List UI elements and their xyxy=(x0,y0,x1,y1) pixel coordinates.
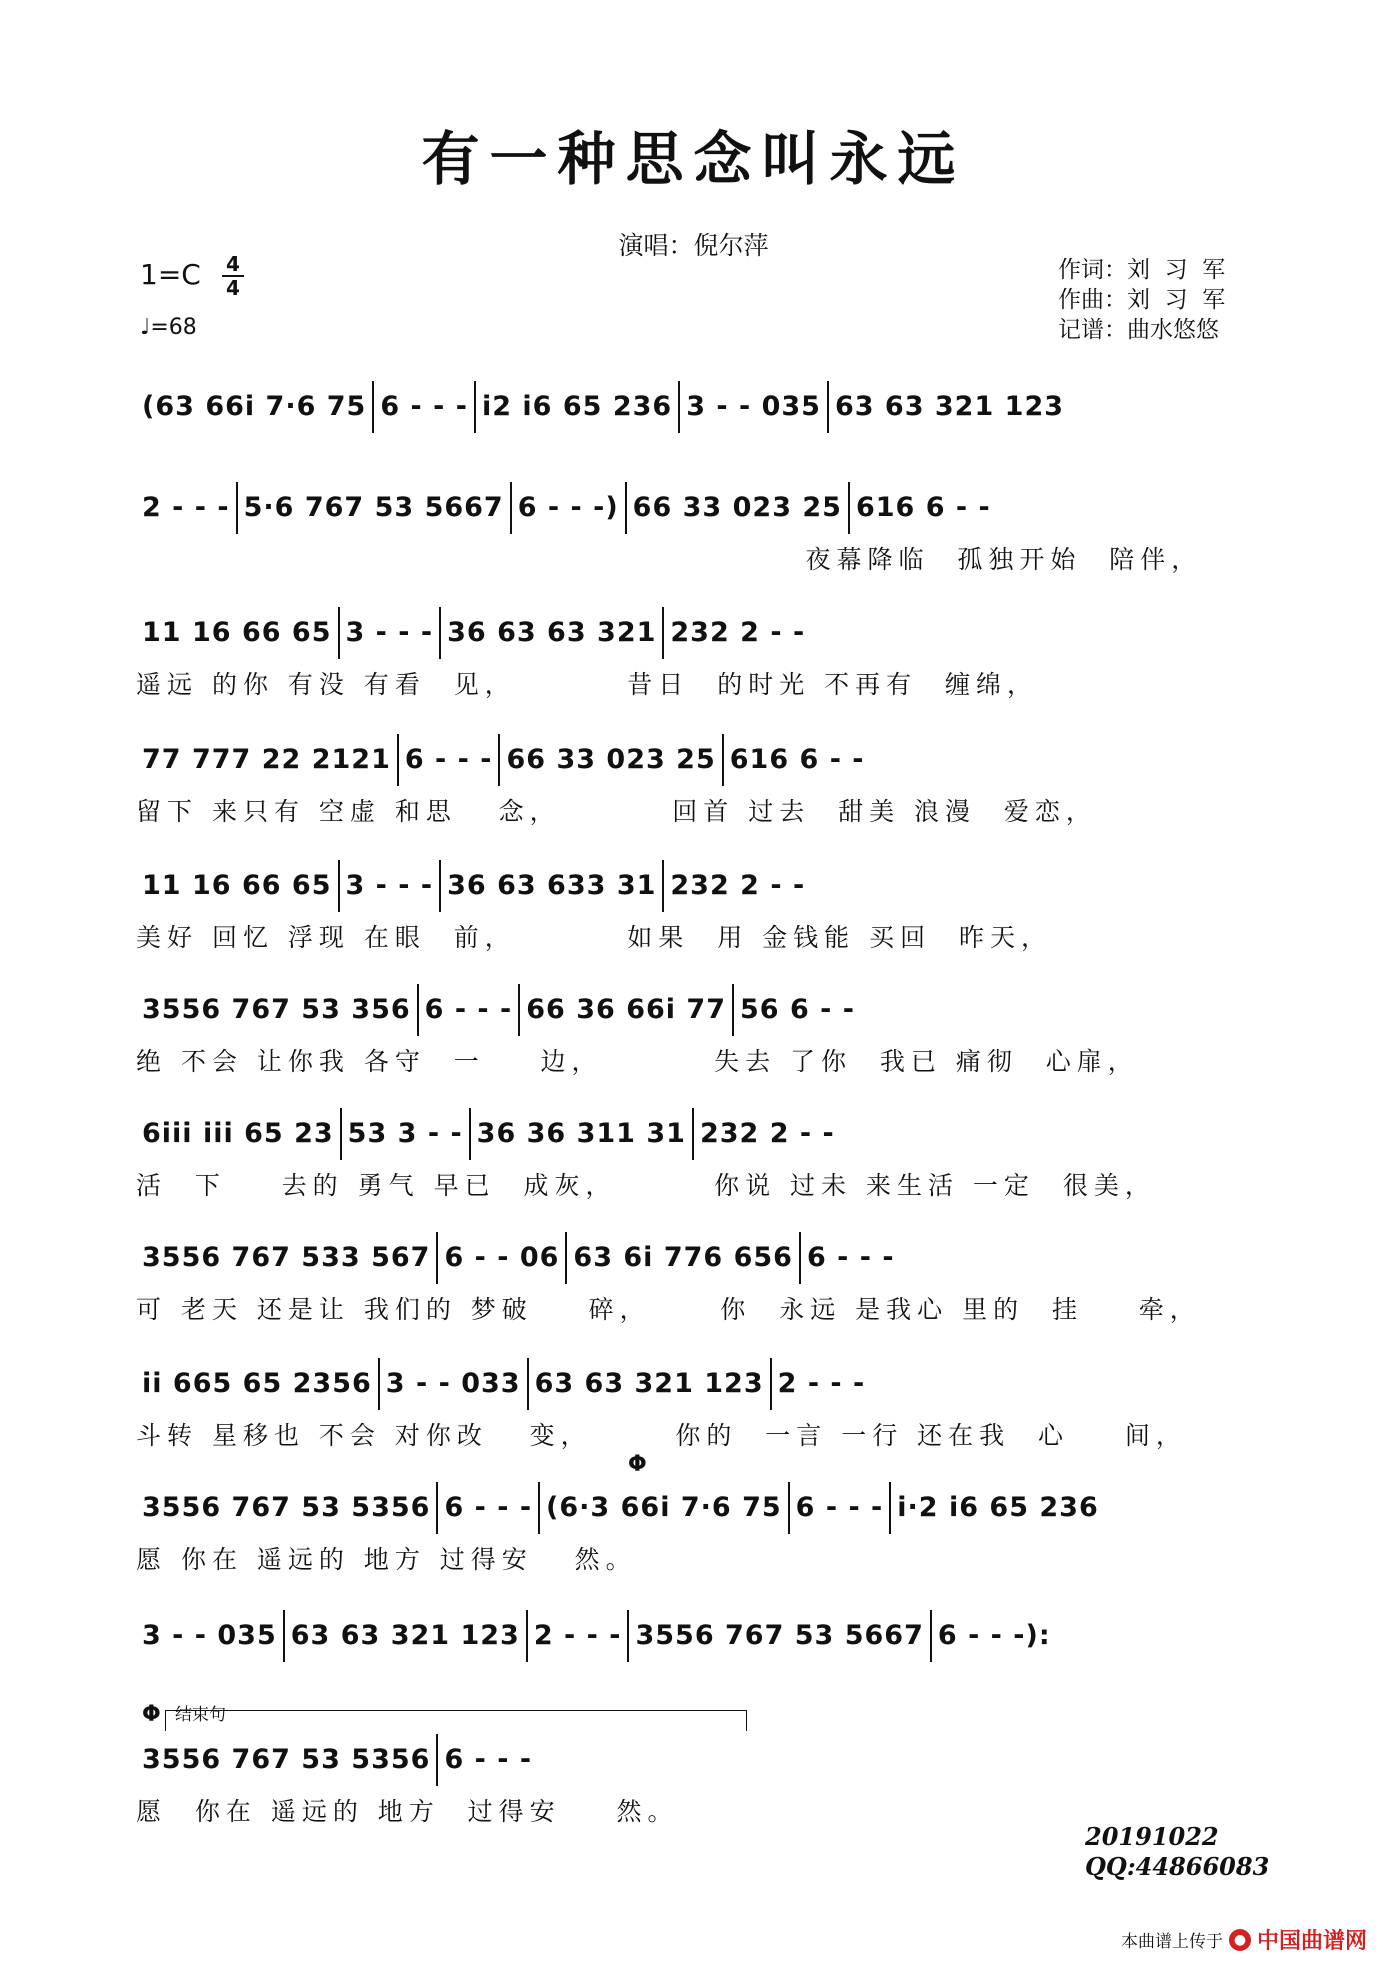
measure: 66 36 66i 77 xyxy=(520,984,734,1036)
score-system xyxy=(136,730,1254,850)
score-system xyxy=(136,1354,1254,1474)
score-system xyxy=(136,1228,1254,1348)
score-system xyxy=(136,478,1254,598)
measure: 3 - - 033 xyxy=(380,1358,529,1410)
singer-credit: 演唱：倪尔萍 xyxy=(618,231,769,260)
measure: (6·3 66i 7·6 75 xyxy=(540,1482,790,1534)
measure: 6 - - 06 xyxy=(438,1232,567,1284)
measure: 63 6i 776 656 xyxy=(567,1232,801,1284)
measure: 2 - - - xyxy=(777,1368,866,1399)
footer-text: 本曲谱上传于 xyxy=(1120,1932,1223,1952)
lyrics-line: 遥远 的你 有没 有看 见， 昔日 的时光 不再有 缠绵， xyxy=(136,670,1039,699)
lyricist-credit: 作词：刘 习 军 xyxy=(1058,257,1226,283)
logo-icon: ● xyxy=(1229,1929,1251,1951)
measure: 616 6 - - xyxy=(855,492,991,523)
notation-line xyxy=(136,1478,1254,1538)
notation-line xyxy=(136,1354,1254,1414)
lyrics-line: 夜幕降临 孤独开始 陪伴， xyxy=(136,545,1203,574)
measure: 232 2 - - xyxy=(699,1118,835,1149)
measure: 63 63 321 123 xyxy=(834,391,1065,422)
lyrics-line: 美好 回忆 浮现 在眼 前， 如果 用 金钱能 买回 昨天， xyxy=(136,923,1052,952)
measure: 6 - - -): xyxy=(937,1620,1051,1651)
coda-label: 结束句 xyxy=(175,1705,226,1725)
measure: 6 - - - xyxy=(399,734,501,786)
footer xyxy=(1121,1924,1367,1955)
measure: 3556 767 53 356 xyxy=(136,984,419,1036)
measure: 36 63 63 321 xyxy=(441,607,664,659)
qq-line: QQ:44866083 xyxy=(1085,1852,1270,1881)
measure: 3556 767 53 5667 xyxy=(629,1610,931,1662)
notation-line xyxy=(136,478,1254,538)
measure: i2 i6 65 236 xyxy=(476,381,680,433)
measure: 232 2 - - xyxy=(670,617,806,648)
score-system xyxy=(136,1478,1254,1598)
measure: 56 6 - - xyxy=(740,994,855,1025)
measure: 3 - - 035 xyxy=(136,1610,285,1662)
measure: 6 - - - xyxy=(374,381,476,433)
notation-line xyxy=(136,1228,1254,1288)
measure: 77 777 22 2121 xyxy=(136,734,399,786)
measure: 6 - - - xyxy=(438,1482,540,1534)
measure: 3556 767 53 5356 xyxy=(136,1482,438,1534)
measure: ii 665 65 2356 xyxy=(136,1358,380,1410)
measure: 6 - - - xyxy=(444,1744,533,1775)
transcriber-credit: 记谱：曲水悠悠 xyxy=(1058,317,1219,343)
score-system xyxy=(136,856,1254,976)
measure: 5·6 767 53 5667 xyxy=(238,482,512,534)
lyrics-line: 愿 你在 遥远的 地方 过得安 然。 xyxy=(136,1545,637,1574)
measure: (63 66i 7·6 75 xyxy=(136,381,374,433)
key-signature: 1=C xyxy=(140,258,201,291)
lyrics-line: 愿 你在 遥远的 地方 过得安 然。 xyxy=(136,1797,679,1826)
score-system xyxy=(136,980,1254,1100)
measure: 232 2 - - xyxy=(670,870,806,901)
time-signature xyxy=(222,254,244,298)
measure: 6 - - -) xyxy=(512,482,627,534)
measure: 63 63 321 123 xyxy=(529,1358,772,1410)
measure: i·2 i6 65 236 xyxy=(897,1492,1099,1523)
notation-line xyxy=(136,730,1254,790)
measure: 53 3 - - xyxy=(342,1108,471,1160)
measure: 6 - - - xyxy=(419,984,521,1036)
time-signature-bottom: 4 xyxy=(226,276,240,300)
lyrics-line: 绝 不会 让你我 各守 一 边， 失去 了你 我已 痛彻 心扉， xyxy=(136,1047,1139,1076)
page-title: 有一种思念叫永远 xyxy=(421,125,966,193)
score-system xyxy=(136,603,1254,723)
coda-bracket xyxy=(165,1710,747,1731)
measure: 3556 767 533 567 xyxy=(136,1232,438,1284)
lyrics-line: 活 下 去的 勇气 早已 成灰， 你说 过未 来生活 一定 很美， xyxy=(136,1171,1156,1200)
measure: 36 36 311 31 xyxy=(471,1108,694,1160)
measure: 616 6 - - xyxy=(729,744,865,775)
lyrics-line: 斗转 星移也 不会 对你改 变， 你的 一言 一行 还在我 心 间， xyxy=(136,1421,1187,1450)
measure: 3556 767 53 5356 xyxy=(136,1734,438,1786)
measure: 2 - - - xyxy=(528,1610,630,1662)
measure: 6 - - - xyxy=(806,1242,895,1273)
lyrics-line: 留下 来只有 空虚 和思 念， 回首 过去 甜美 浪漫 爱恋， xyxy=(136,797,1097,826)
measure: 11 16 66 65 xyxy=(136,860,340,912)
notation-line xyxy=(136,856,1254,916)
date-line: 20191022 xyxy=(1085,1822,1219,1851)
composer-credit: 作曲：刘 习 军 xyxy=(1058,287,1226,313)
measure: 3 - - - xyxy=(340,860,442,912)
date-stamp xyxy=(1085,1822,1269,1882)
measure: 3 - - 035 xyxy=(680,381,829,433)
footer-site[interactable]: 中国曲谱网 xyxy=(1256,1929,1367,1954)
coda-icon: Φ xyxy=(628,1452,647,1477)
measure: 63 63 321 123 xyxy=(285,1610,528,1662)
notation-line xyxy=(136,980,1254,1040)
notation-line xyxy=(136,377,1254,437)
score-system xyxy=(136,1606,1254,1726)
measure: 11 16 66 65 xyxy=(136,607,340,659)
composer-credits xyxy=(1058,255,1225,345)
coda-icon-ending: Φ xyxy=(142,1702,161,1727)
tempo-marking: ♩=68 xyxy=(140,315,197,340)
score-system xyxy=(136,1104,1254,1224)
measure: 2 - - - xyxy=(136,482,238,534)
measure: 66 33 023 25 xyxy=(500,734,723,786)
measure: 66 33 023 25 xyxy=(627,482,850,534)
notation-line xyxy=(136,1104,1254,1164)
notation-line xyxy=(136,603,1254,663)
lyrics-line: 可 老天 还是让 我们的 梦破 碎， 你 永远 是我心 里的 挂 牵， xyxy=(136,1295,1201,1324)
notation-line xyxy=(136,1730,1254,1790)
time-signature-top: 4 xyxy=(226,252,240,276)
measure: 6 - - - xyxy=(790,1482,892,1534)
measure: 36 63 633 31 xyxy=(441,860,664,912)
measure: 3 - - - xyxy=(340,607,442,659)
measure: 6iii iii 65 23 xyxy=(136,1108,342,1160)
notation-line xyxy=(136,1606,1254,1666)
